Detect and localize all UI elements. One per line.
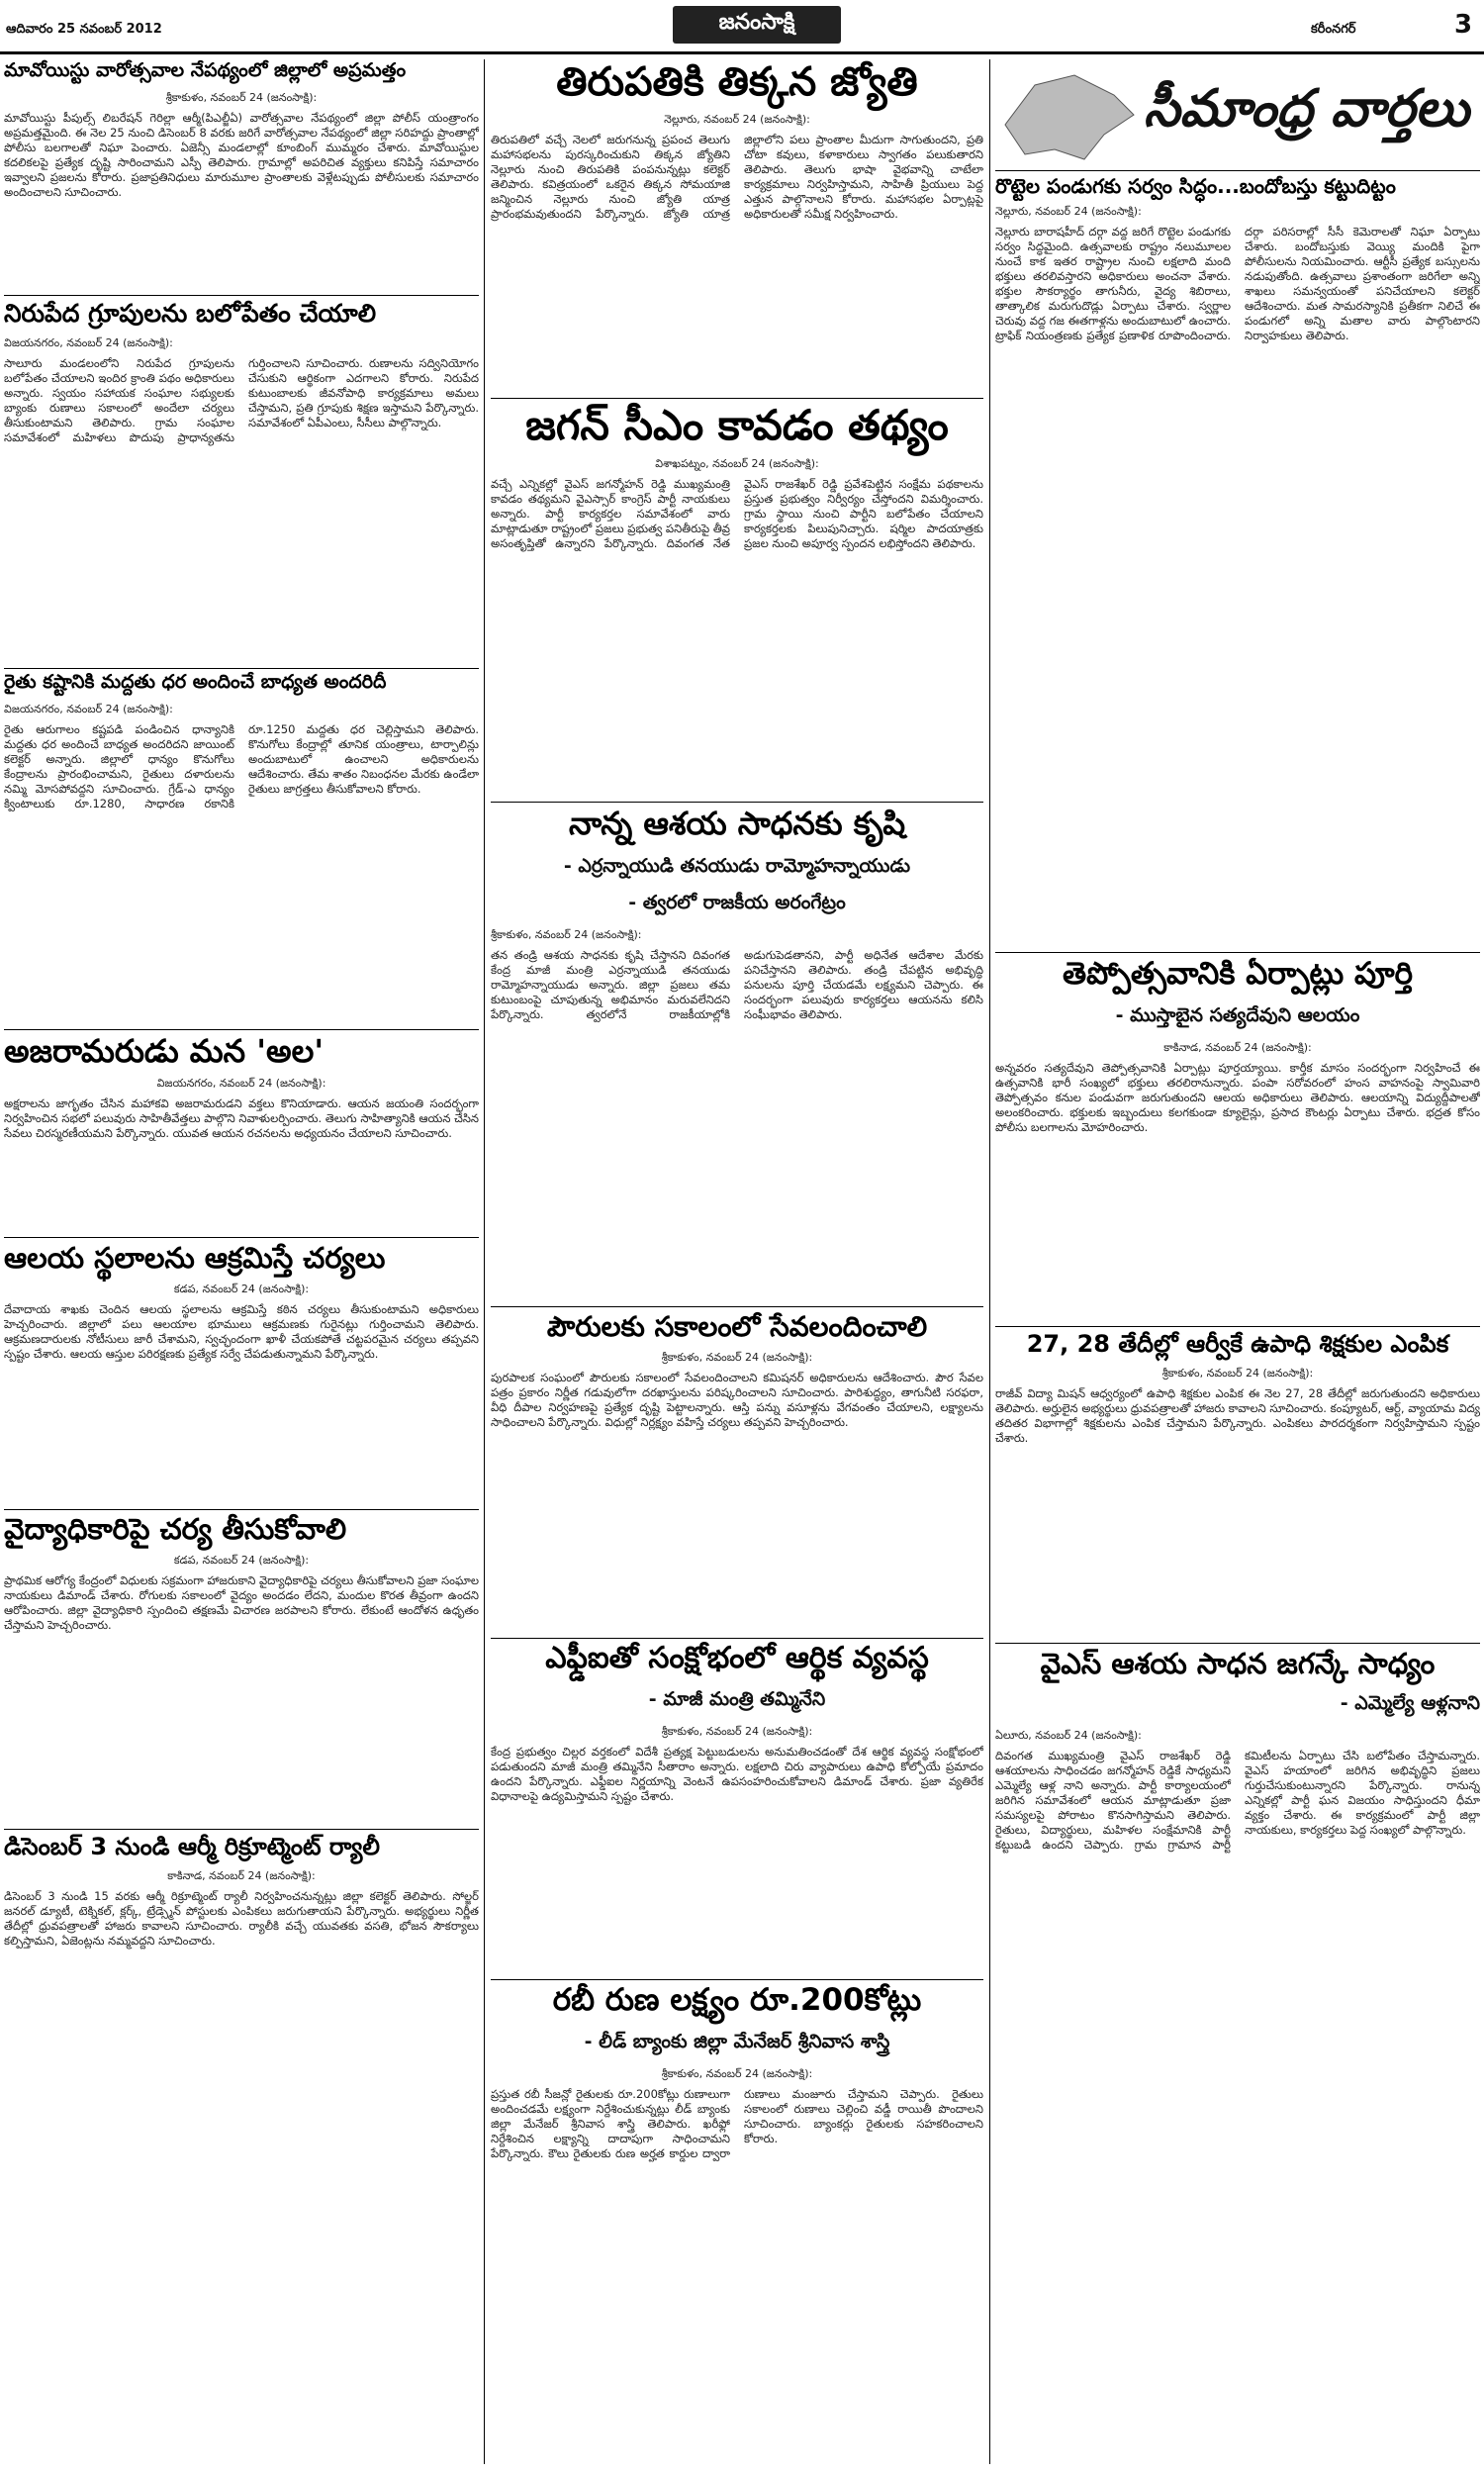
article-farmer-support-price — [4, 673, 479, 1019]
article-body: ప్రాథమిక ఆరోగ్య కేంద్రంలో విధులకు సక్రమంగా హాజరుకాని వైద్యాధికారిపై చర్యలు తీసుకోవాలని ప్రజా సంఘాల నాయకులు డిమాండ్ చేశారు. రోగులకు సకాలంలో వైద్యం అందడం లేదని, మందుల కొరత తీవ్రంగా ఉందని ఆరోపించారు. జిల్లా వైద్యాధికారి స్పందించి తక్షణమే విచారణ జరపాలని కోరారు. లేకుంటే ఆందోళన ఉధృతం చేస్తామని హెచ్చరించారు. — [4, 1573, 479, 1633]
headline: రైతు కష్టానికి మద్దతు ధర అందించే బాధ్యత అందరిదీ — [4, 671, 387, 693]
subheadline: - త్వరలో రాజకీయ అరంగేట్రం — [628, 891, 846, 913]
dateline: విజయనగరం, నవంబర్ 24 (జనంసాక్షి): — [4, 702, 173, 715]
headline: ఆలయ స్థలాలను ఆక్రమిస్తే చర్యలు — [4, 1241, 386, 1275]
article-body: అక్షరాలను జాగృతం చేసిన మహాకవి అజరామరుడని వక్తలు కొనియాడారు. ఆయన జయంతి సందర్భంగా నిర్వహించిన సభలో పలువురు సాహితీవేత్తలు పాల్గొని నివాళులర్పించారు. తెలుగు సాహిత్యానికి ఆయన చేసిన సేవలు చిరస్మరణీయమని పేర్కొన్నారు. యువత ఆయన రచనలను అధ్యయనం చేయాలని సూచించారు. — [4, 1095, 479, 1140]
dateline: నెల్లూరు, నవంబర్ 24 (జనంసాక్షి): — [995, 205, 1142, 218]
article-body: రైతు ఆరుగాలం కష్టపడి పండించిన ధాన్యానికి మద్దతు ధర అందించే బాధ్యత అందరిదని జాయింట్ కలెక్టర్ అన్నారు. జిల్లాలో ధాన్యం కొనుగోలు కేంద్రాలను ప్రారంభించామని, రైతులు దళారులను నమ్మి మోసపోవద్దని సూచించారు. గ్రేడ్-ఎ ధాన్యం క్వింటాలుకు రూ.1280, సాధారణ రకానికి రూ.1250 మద్దతు ధర చెల్లిస్తామని తెలిపారు. కొనుగోలు కేంద్రాల్లో తూనిక యంత్రాలు, టార్పాలిన్లు అందుబాటులో ఉంచాలని అధికారులను ఆదేశించారు. తేమ శాతం నిబంధనల మేరకు ఉండేలా రైతులు జాగ్రత్తలు తీసుకోవాలని కోరారు. — [4, 721, 479, 810]
masthead-date: ఆదివారం 25 నవంబర్ 2012 — [6, 22, 162, 37]
article-medical-officer — [4, 1514, 479, 1821]
dateline: శ్రీకాకుళం, నవంబర్ 24 (జనంసాక్షి): — [661, 1351, 813, 1365]
headline: 27, 28 తేదీల్లో ఆర్వీకే ఉపాధి శిక్షకుల ఎంపిక — [1026, 1330, 1449, 1358]
headline: జగన్ సీఎం కావడం తథ్యం — [525, 401, 949, 449]
dateline: విజయనగరం, నవంబర్ 24 (జనంసాక్షి): — [156, 1076, 326, 1090]
dateline: విశాఖపట్నం, నవంబర్ 24 (జనంసాక్షి): — [655, 457, 819, 471]
article-divider — [491, 1979, 983, 1980]
headline: అజరామరుడు మన 'అల' — [4, 1032, 325, 1070]
article-divider — [4, 668, 479, 669]
article-fdi-crisis — [491, 1643, 983, 1903]
masthead-edition: కరీంనగర్ — [1311, 22, 1356, 37]
article-body: ప్రస్తుత రబీ సీజన్లో రైతులకు రూ.200కోట్లు రుణాలుగా అందించడమే లక్ష్యంగా నిర్దేశించుకున్నట్లు లీడ్ బ్యాంకు జిల్లా మేనేజర్ శ్రీనివాస శాస్త్రి తెలిపారు. ఖరీఫ్లో నిర్దేశించిన లక్ష్యాన్ని దాదాపుగా సాధించామని పేర్కొన్నారు. కౌలు రైతులకు రుణ అర్హత కార్డుల ద్వారా రుణాలు మంజూరు చేస్తామని చెప్పారు. రైతులు సకాలంలో రుణాలు చెల్లించి వడ్డీ రాయితీ పొందాలని సూచించారు. బ్యాంకర్లు రైతులకు సహకరించాలని కోరారు. — [491, 2086, 983, 2160]
article-divider — [491, 1638, 983, 1639]
dateline: కాకినాడ, నవంబర్ 24 (జనంసాక్షి): — [1163, 1040, 1312, 1054]
article-body: దివంగత ముఖ్యమంత్రి వైఎస్ రాజశేఖర్ రెడ్డి ఆశయాలను సాధించడం జగన్మోహన్ రెడ్డికే సాధ్యమని ఎమ్మెల్యే ఆళ్ల నాని అన్నారు. పార్టీ కార్యాలయంలో జరిగిన సమావేశంలో ఆయన మాట్లాడుతూ ప్రజా సమస్యలపై పోరాటం కొనసాగిస్తామని తెలిపారు. రైతులు, విద్యార్థులు, మహిళల సంక్షేమానికి పార్టీ కట్టుబడి ఉందని చెప్పారు. గ్రామ గ్రామాన పార్టీ కమిటీలను ఏర్పాటు చేసి బలోపేతం చేస్తామన్నారు. వైఎస్ హయాంలో జరిగిన అభివృద్ధిని ప్రజలు గుర్తుచేసుకుంటున్నారని పేర్కొన్నారు. రానున్న ఎన్నికల్లో పార్టీ ఘన విజయం సాధిస్తుందని ధీమా వ్యక్తం చేశారు. ఈ కార్యక్రమంలో పార్టీ జిల్లా నాయకులు, కార్యకర్తలు పెద్ద సంఖ్యలో పాల్గొన్నారు. — [995, 1749, 1480, 1853]
headline: నిరుపేద గ్రూపులను బలోపేతం చేయాలి — [4, 299, 377, 328]
article-body: కేంద్ర ప్రభుత్వం చిల్లర వర్తకంలో విదేశీ ప్రత్యక్ష పెట్టుబడులను అనుమతించడంతో దేశ ఆర్థిక వ్యవస్థ సంక్షోభంలో పడుతుందని మాజీ మంత్రి తమ్మినేని సీతారాం అన్నారు. లక్షలాది చిరు వ్యాపారులు ఉపాధి కోల్పోయే ప్రమాదం ఉందని పేర్కొన్నారు. ఎఫ్డీఐల నిర్ణయాన్ని వెంటనే ఉపసంహరించుకోవాలని డిమాండ్ చేశారు. ప్రజా వ్యతిరేక విధానాలపై ఉద్యమిస్తామని స్పష్టం చేశారు. — [491, 1744, 983, 1803]
article-divider — [995, 952, 1480, 953]
headline: పౌరులకు సకాలంలో సేవలందించాలి — [546, 1310, 928, 1343]
article-divider — [4, 1029, 479, 1030]
headline: ఎఫ్డీఐతో సంక్షోభంలో ఆర్థిక వ్యవస్థ — [545, 1641, 929, 1675]
subheadline: - మాజీ మంత్రి తమ్మినేని — [648, 1687, 826, 1710]
dateline: శ్రీకాకుళం, నవంబర్ 24 (జనంసాక్షి): — [661, 1724, 813, 1738]
dateline: విజయనగరం, నవంబర్ 24 (జనంసాక్షి): — [4, 336, 173, 350]
article-ys-ambition — [995, 1649, 1480, 2441]
article-body: తన తండ్రి ఆశయ సాధనకు కృషి చేస్తానని దివంగత కేంద్ర మాజీ మంత్రి ఎర్రన్నాయుడి తనయుడు రామ్మోహన్నాయుడు అన్నారు. జిల్లా ప్రజలు తమ కుటుంబంపై చూపుతున్న అభిమానం మరువలేనిదని పేర్కొన్నారు. త్వరలోనే రాజకీయాల్లోకి అడుగుపెడతానని, పార్టీ అధినేత ఆదేశాల మేరకు పనిచేస్తానని తెలిపారు. తండ్రి చేపట్టిన అభివృద్ధి పనులను పూర్తి చేయడమే లక్ష్యమని చెప్పారు. ఈ సందర్భంగా పలువురు కార్యకర్తలు ఆయనను కలిసి సంఘీభావం తెలిపారు. — [491, 947, 983, 1021]
article-divider — [491, 1306, 983, 1307]
column-divider-right — [989, 59, 990, 2464]
subheadline: - ఎర్రన్నాయుడి తనయుడు రామ్మోహన్నాయుడు — [563, 854, 911, 877]
article-divider — [4, 1509, 479, 1510]
article-body: పురపాలక సంఘంలో పౌరులకు సకాలంలో సేవలందించాలని కమిషనర్ అధికారులను ఆదేశించారు. పౌర సేవల పత్రం ప్రకారం నిర్ణీత గడువులోగా దరఖాస్తులను పరిష్కరించాలని సూచించారు. పారిశుద్ధ్యం, తాగునీటి సరఫరా, వీధి దీపాల నిర్వహణపై ప్రత్యేక దృష్టి పెట్టాలన్నారు. ఆస్తి పన్ను వసూళ్లను వేగవంతం చేయాలని, లక్ష్యాలను సాధించాలని పేర్కొన్నారు. విధుల్లో నిర్లక్ష్యం వహిస్తే చర్యలు తప్పవని హెచ్చరించారు. — [491, 1371, 983, 1430]
article-teppotsavam — [995, 958, 1480, 1259]
article-divider — [491, 802, 983, 803]
subheadline: - లీడ్ బ్యాంకు జిల్లా మేనేజర్ శ్రీనివాస శాస్త్రి — [584, 2030, 890, 2052]
dateline: శ్రీకాకుళం, నవంబర్ 24 (జనంసాక్షి): — [1161, 1367, 1314, 1380]
section-banner-title: సీమాంధ్ర వార్తలు — [1144, 79, 1470, 139]
dateline: నెల్లూరు, నవంబర్ 24 (జనంసాక్షి): — [664, 113, 810, 126]
article-jagan-cm — [491, 401, 983, 705]
article-tikkana-jyothi — [491, 61, 983, 340]
masthead — [0, 0, 1484, 51]
article-rottela-festival — [995, 176, 1480, 957]
headline: తిరుపతికి తిక్కన జ్యోతి — [556, 59, 918, 105]
column-divider-left — [484, 59, 485, 2464]
headline: డిసెంబర్ 3 నుండి ఆర్మీ రిక్రూట్మెంట్ ర్యాలీ — [4, 1833, 381, 1860]
section-banner — [995, 59, 1480, 168]
headline: నాన్న ఆశయ సాధనకు కృషి — [568, 805, 906, 842]
article-poor-groups — [4, 301, 479, 658]
article-body: సాలూరు మండలంలోని నిరుపేద గ్రూపులను బలోపేతం చేయాలని ఇందిర క్రాంతి పథం అధికారులు అన్నారు. స్వయం సహాయక సంఘాల సభ్యులకు బ్యాంకు రుణాలు సకాలంలో అందేలా చర్యలు తీసుకుంటామని తెలిపారు. గ్రామ సంఘాల సమావేశంలో మహిళలు పొదుపు ప్రాధాన్యతను గుర్తించాలని సూచించారు. రుణాలను సద్వినియోగం చేసుకుని ఆర్థికంగా ఎదగాలని కోరారు. నిరుపేద కుటుంబాలకు జీవనోపాధి కార్యక్రమాలు అమలు చేస్తామని, ప్రతి గ్రూపుకు శిక్షణ ఇస్తామని పేర్కొన్నారు. సమావేశంలో ఏపీఎంలు, సీసీలు పాల్గొన్నారు. — [4, 356, 479, 445]
article-army-rally — [4, 1835, 479, 2443]
headline: మావోయిస్టు వారోత్సవాల నేపథ్యంలో జిల్లాలో అప్రమత్తం — [4, 59, 407, 81]
article-body: డిసెంబర్ 3 నుండి 15 వరకు ఆర్మీ రిక్రూట్మెంట్ ర్యాలీ నిర్వహించనున్నట్లు జిల్లా కలెక్టర్ తెలిపారు. సోల్జర్ జనరల్ డ్యూటీ, టెక్నికల్, క్లర్క్, ట్రేడ్స్మెన్ పోస్టులకు ఎంపికలు జరుగుతాయని పేర్కొన్నారు. అభ్యర్థులు నిర్ణీత తేదీల్లో ధ్రువపత్రాలతో హాజరు కావాలని సూచించారు. ర్యాలీకి వచ్చే యువతకు వసతి, భోజన సౌకర్యాలు కల్పిస్తామని, ఏజెంట్లను నమ్మవద్దని సూచించారు. — [4, 1889, 479, 1949]
dateline: ఏలూరు, నవంబర్ 24 (జనంసాక్షి): — [995, 1729, 1142, 1743]
article-father-ambition — [491, 805, 983, 1245]
article-body: నెల్లూరు బారాషహీద్ దర్గా వద్ద జరిగే రొట్టెల పండుగకు సర్వం సిద్ధమైంది. ఉత్సవాలకు రాష్ట్రం నలుమూలల నుంచే కాక ఇతర రాష్ట్రాల నుంచి లక్షలాది మంది భక్తులు తరలివస్తారని అధికారులు అంచనా వేశారు. భక్తుల సౌకర్యార్థం తాగునీరు, వైద్య శిబిరాలు, తాత్కాలిక మరుగుదొడ్లు ఏర్పాటు చేశారు. స్వర్ణాల చెరువు వద్ద గజ ఈతగాళ్లను అందుబాటులో ఉంచారు. ట్రాఫిక్ నియంత్రణకు ప్రత్యేక ప్రణాళిక రూపొందించారు. దర్గా పరిసరాల్లో సీసీ కెమెరాలతో నిఘా ఏర్పాటు చేశారు. బందోబస్తుకు వెయ్యి మందికి పైగా పోలీసులను నియమించారు. ఆర్టీసీ ప్రత్యేక బస్సులను నడుపుతోంది. ఉత్సవాలు ప్రశాంతంగా జరిగేలా అన్ని శాఖలు సమన్వయంతో పనిచేయాలని కలెక్టర్ ఆదేశించారు. మత సామరస్యానికి ప్రతీకగా నిలిచే ఈ పండుగలో అన్ని మతాల వారు పాల్గొంటారని నిర్వాహకులు తెలిపారు. — [995, 225, 1480, 342]
subheadline: - ఎమ్మెల్యే ఆళ్లనాని — [1340, 1692, 1480, 1715]
dateline: శ్రీకాకుళం, నవంబర్ 24 (జనంసాక్షి): — [165, 90, 318, 104]
article-body: తిరుపతిలో వచ్చే నెలలో జరుగనున్న ప్రపంచ తెలుగు మహాసభలను పురస్కరించుకుని తిక్కన జ్యోతిని నెల్లూరు నుంచి తిరుపతికి పంపనున్నట్లు కలెక్టర్ తెలిపారు. కవిత్రయంలో ఒకరైన తిక్కన సోమయాజి జన్మించిన నెల్లూరు నుంచి జ్యోతి యాత్ర ప్రారంభమవుతుందని పేర్కొన్నారు. జ్యోతి యాత్ర జిల్లాలోని పలు ప్రాంతాల మీదుగా సాగుతుందని, ప్రతి చోటా కవులు, కళాకారులు స్వాగతం పలుకుతారని తెలిపారు. తెలుగు భాషా వైభవాన్ని చాటేలా కార్యక్రమాలు నిర్వహిస్తామని, సాహితీ ప్రియులు పెద్ద ఎత్తున పాల్గొనాలని కోరారు. మహాసభల ఏర్పాట్లపై అధికారులతో సమీక్ష నిర్వహించారు. — [491, 133, 983, 221]
article-rvm-trainers — [995, 1332, 1480, 1614]
article-body: అన్నవరం సత్యదేవుని తెప్పోత్సవానికి ఏర్పాట్లు పూర్తయ్యాయి. కార్తీక మాసం సందర్భంగా నిర్వహించే ఈ ఉత్సవానికి భారీ సంఖ్యలో భక్తులు తరలిరానున్నారు. పంపా సరోవరంలో హంస వాహనంపై స్వామివారి తెప్పోత్సవం కనుల పండువగా జరుగుతుందని ఆలయ అధికారులు తెలిపారు. ఆలయాన్ని విద్యుద్దీపాలతో అలంకరించారు. భక్తులకు ఇబ్బందులు కలగకుండా క్యూలైన్లు, ప్రసాద కౌంటర్లు ఏర్పాటు చేశారు. భద్రత కోసం పోలీసు బలగాలను మోహరించారు. — [995, 1060, 1480, 1134]
dateline: శ్రీకాకుళం, నవంబర్ 24 (జనంసాక్షి): — [661, 2066, 813, 2080]
article-immortal-poet — [4, 1032, 479, 1205]
dateline: కడప, నవంబర్ 24 (జనంసాక్షి): — [173, 1554, 310, 1568]
article-temple-land — [4, 1243, 479, 1500]
article-citizen-services — [491, 1312, 983, 1598]
article-body: వచ్చే ఎన్నికల్లో వైఎస్ జగన్మోహన్ రెడ్డి ముఖ్యమంత్రి కావడం తథ్యమని వైఎస్సార్ కాంగ్రెస్ పార్టీ నాయకులు అన్నారు. పార్టీ కార్యకర్తల సమావేశంలో వారు మాట్లాడుతూ రాష్ట్రంలో ప్రజలు ప్రభుత్వ పనితీరుపై తీవ్ర అసంతృప్తితో ఉన్నారని పేర్కొన్నారు. దివంగత నేత వైఎస్ రాజశేఖర్ రెడ్డి ప్రవేశపెట్టిన సంక్షేమ పథకాలను ప్రస్తుత ప్రభుత్వం నిర్వీర్యం చేస్తోందని విమర్శించారు. గ్రామ స్థాయి నుంచి పార్టీని బలోపేతం చేయాలని కార్యకర్తలకు పిలుపునిచ్చారు. షర్మిల పాదయాత్రకు ప్రజల నుంచి అపూర్వ స్పందన లభిస్తోందని తెలిపారు. — [491, 477, 983, 551]
dateline: కడప, నవంబర్ 24 (జనంసాక్షి): — [173, 1283, 310, 1296]
subheadline: - ముస్తాబైన సత్యదేవుని ఆలయం — [1115, 1003, 1360, 1026]
article-rabi-loan-target — [491, 1984, 983, 2394]
headline: వైద్యాధికారిపై చర్య తీసుకోవాలి — [4, 1512, 347, 1546]
masthead-paper-name: జనంసాక్షి — [718, 10, 795, 35]
headline: వైఎస్ ఆశయ సాధన జగన్కే సాధ్యం — [1040, 1647, 1436, 1680]
masthead-rule — [0, 51, 1484, 54]
article-divider — [995, 1643, 1480, 1644]
dateline: శ్రీకాకుళం, నవంబర్ 24 (జనంసాక్షి): — [491, 927, 642, 941]
article-body: రాజీవ్ విద్యా మిషన్ ఆధ్వర్యంలో ఉపాధి శిక్షకుల ఎంపిక ఈ నెల 27, 28 తేదీల్లో జరుగుతుందని అధికారులు తెలిపారు. అర్హులైన అభ్యర్థులు ధ్రువపత్రాలతో హాజరు కావాలని సూచించారు. కంప్యూటర్, ఆర్ట్, వ్యాయామ విద్య తదితర విభాగాల్లో శిక్షకులను ఎంపిక చేస్తామని పేర్కొన్నారు. ఎంపికలు పారదర్శకంగా నిర్వహిస్తామని స్పష్టం చేశారు. — [995, 1386, 1480, 1446]
headline: రబీ రుణ లక్ష్యం రూ.200కోట్లు — [552, 1982, 922, 2018]
headline: రొట్టెల పండుగకు సర్వం సిద్ధం...బందోబస్తు కట్టుదిట్టం — [995, 174, 1396, 198]
article-divider — [995, 1326, 1480, 1327]
page-number: 3 — [1454, 10, 1473, 40]
dateline: కాకినాడ, నవంబర్ 24 (జనంసాక్షి): — [167, 1869, 316, 1883]
article-body: దేవాదాయ శాఖకు చెందిన ఆలయ స్థలాలను ఆక్రమిస్తే కఠిన చర్యలు తీసుకుంటామని అధికారులు హెచ్చరించారు. జిల్లాలో పలు ఆలయాల భూములు ఆక్రమణకు గురైనట్లు గుర్తించామని తెలిపారు. ఆక్రమణదారులకు నోటీసులు జారీ చేశామని, స్వచ్ఛందంగా ఖాళీ చేయకపోతే చట్టపరమైన చర్యలు తప్పవని స్పష్టం చేశారు. ఆలయ ఆస్తుల పరిరక్షణకు ప్రత్యేక సర్వే చేపడుతున్నామని పేర్కొన్నారు. — [4, 1302, 479, 1362]
article-divider — [4, 1237, 479, 1238]
article-maoist-alert — [4, 61, 479, 274]
article-divider — [995, 170, 1480, 171]
article-divider — [4, 295, 479, 296]
state-map-graphic — [995, 65, 1144, 164]
article-body: మావోయిస్టు పీపుల్స్ లిబరేషన్ గెరిల్లా ఆర్మీ(పిఎల్జీఏ) వారోత్సవాల నేపథ్యంలో జిల్లా పోలీస్ యంత్రాంగం అప్రమత్తమైంది. ఈ నెల 25 నుంచి డిసెంబర్ 8 వరకు జరిగే వారోత్సవాల నేపథ్యంలో జిల్లా సరిహద్దు ప్రాంతాల్లో పోలీసు బలగాలతో నిఘా పెంచారు. ఏజెన్సీ మండలాల్లో కూంబింగ్ ముమ్మరం చేశారు. మావోయిస్టుల కదలికలపై ప్రత్యేక దృష్టి సారించామని ఎస్పీ తెలిపారు. గ్రామాల్లో అపరిచిత వ్యక్తులు కనిపిస్తే సమాచారం ఇవ్వాలని ప్రజలను కోరారు. ప్రజాప్రతినిధులు మారుమూల ప్రాంతాలకు వెళ్లేటప్పుడు పోలీసులకు సమాచారం అందించాలని సూచించారు. — [4, 110, 479, 199]
headline: తెప్పోత్సవానికి ఏర్పాట్లు పూర్తి — [1063, 956, 1413, 992]
article-divider — [4, 1829, 479, 1830]
article-divider — [491, 398, 983, 399]
